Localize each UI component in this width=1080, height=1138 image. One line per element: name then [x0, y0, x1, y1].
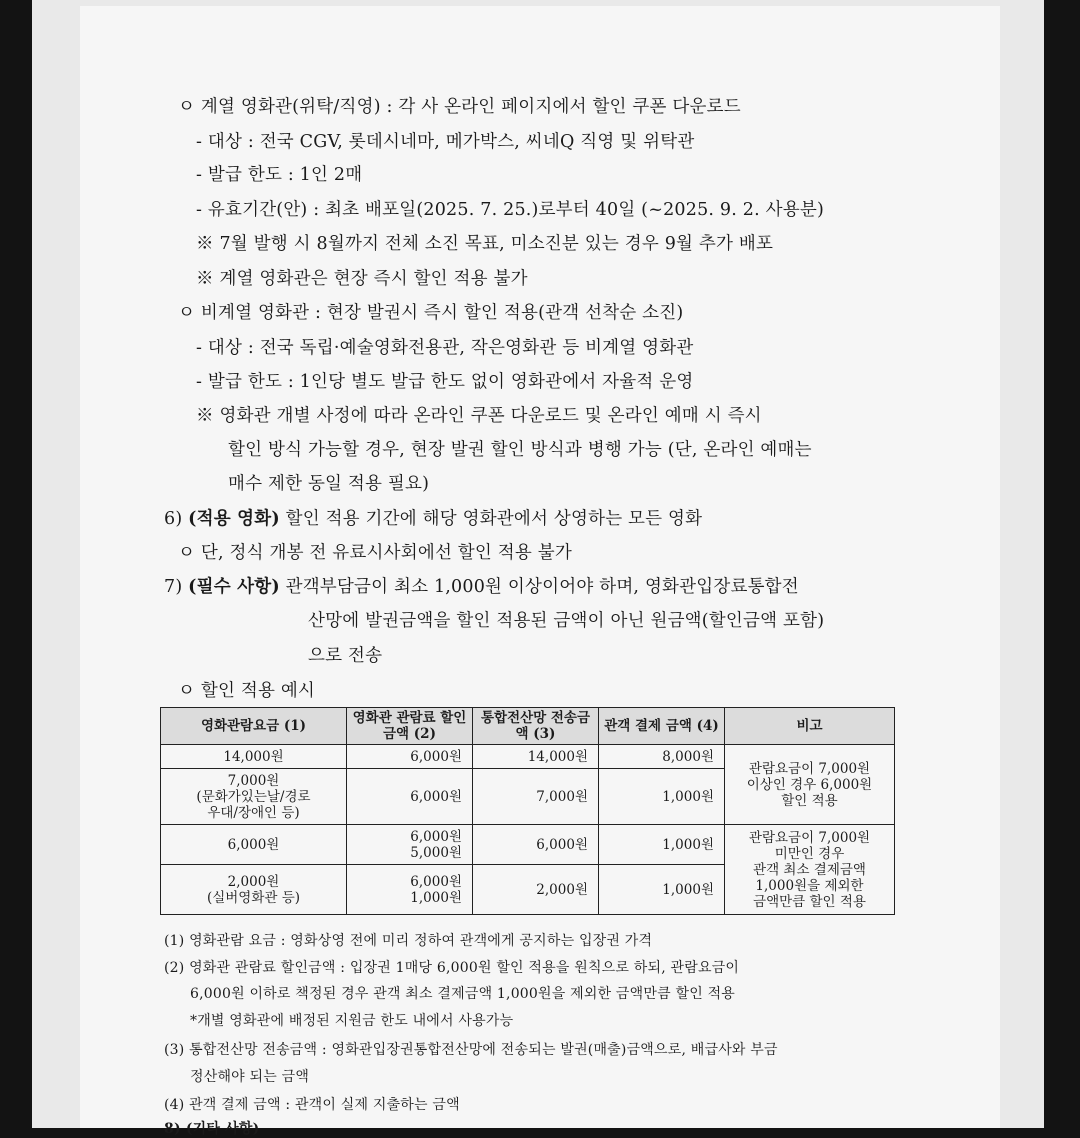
footnote: (2) 영화관 관람료 할인금액 : 입장권 1매당 6,000원 할인 적용을 원칙으로 하되, 관람요금이: [164, 960, 740, 976]
note-line: 금액만큼 할인 적용: [753, 893, 866, 910]
footnote: (4) 관객 결제 금액 : 관객이 실제 지출하는 금액: [164, 1097, 460, 1113]
section-title: (적용 영화): [188, 509, 280, 529]
section-number: 6): [164, 509, 183, 529]
note-line: 할인 적용: [781, 792, 838, 809]
table-cell: 14,000원: [473, 745, 599, 769]
note-line: 이상인 경우 6,000원: [746, 776, 873, 793]
cell-line: 5,000원: [410, 844, 462, 861]
note-line: 관람요금이 7,000원: [748, 829, 871, 846]
cell-line: 6,000원: [410, 828, 462, 845]
text-line: ※ 영화관 개별 사정에 따라 온라인 쿠폰 다운로드 및 온라인 예매 시 즉시: [196, 406, 762, 426]
table-cell: [347, 825, 473, 865]
text-line: ㅇ 할인 적용 예시: [178, 681, 316, 701]
text-line: 할인 방식 가능할 경우, 현장 발권 할인 방식과 병행 가능 (단, 온라인 예매는: [228, 440, 812, 460]
cell-line: (실버영화관 등): [206, 889, 301, 906]
note-line: 1,000원을 제외한: [755, 877, 864, 894]
table-row: [161, 745, 895, 769]
table-cell: 8,000원: [599, 745, 725, 769]
table-cell: 1,000원: [599, 865, 725, 915]
table-row: [161, 825, 895, 865]
section-6-heading: [164, 508, 702, 530]
table-cell: [161, 769, 347, 825]
table-cell: 7,000원: [473, 769, 599, 825]
text-line: 산망에 발권금액을 할인 적용된 금액이 아닌 원금액(할인금액 포함): [308, 611, 825, 631]
footnote: *개별 영화관에 배정된 지원금 한도 내에서 사용가능: [190, 1013, 514, 1029]
text-line: - 발급 한도 : 1인당 별도 발급 한도 없이 영화관에서 자율적 운영: [196, 372, 694, 392]
section-text: 관객부담금이 최소 1,000원 이상이어야 하며, 영화관입장료통합전: [285, 577, 799, 597]
col-header: 영화관 관람료 할인금액 (2): [347, 708, 473, 745]
discount-example-table: [160, 707, 895, 915]
cell-line: 우대/장애인 등): [207, 804, 300, 821]
table-cell: 2,000원: [473, 865, 599, 915]
text-line: - 유효기간(안) : 최초 배포일(2025. 7. 25.)로부터 40일 (~2025. 9. 2. 사용분): [196, 200, 824, 220]
section-7-heading: [164, 576, 799, 598]
cell-line: 7,000원: [227, 772, 280, 789]
text-line: ※ 계열 영화관은 현장 즉시 할인 적용 불가: [196, 269, 528, 289]
text-line: - 대상 : 전국 CGV, 롯데시네마, 메가박스, 씨네Q 직영 및 위탁관: [196, 132, 695, 152]
note-line: 관객 최소 결제금액: [753, 861, 866, 878]
col-header: 관객 결제 금액 (4): [599, 708, 725, 745]
col-header: 영화관람요금 (1): [161, 708, 347, 745]
text-line: ㅇ 비계열 영화관 : 현장 발권시 즉시 할인 적용(관객 선착순 소진): [178, 303, 684, 323]
footnote: 정산해야 되는 금액: [190, 1069, 310, 1085]
section-text: 할인 적용 기간에 해당 영화관에서 상영하는 모든 영화: [285, 509, 703, 529]
col-header: 비고: [725, 708, 895, 745]
text-line: ※ 7월 발행 시 8월까지 전체 소진 목표, 미소진분 있는 경우 9월 추가 배포: [196, 234, 774, 254]
note-line: 관람요금이 7,000원: [748, 760, 871, 777]
cell-line: 2,000원: [227, 873, 280, 890]
table-cell: [347, 865, 473, 915]
text-line: - 대상 : 전국 독립·예술영화전용관, 작은영화관 등 비계열 영화관: [196, 338, 694, 358]
text-line: ㅇ 계열 영화관(위탁/직영) : 각 사 온라인 페이지에서 할인 쿠폰 다운로드: [178, 97, 741, 117]
text-line: ㅇ 단, 정식 개봉 전 유료시사회에선 할인 적용 불가: [178, 543, 572, 563]
table-cell: 6,000원: [473, 825, 599, 865]
col-header: 통합전산망 전송금액 (3): [473, 708, 599, 745]
footnote: (1) 영화관람 요금 : 영화상영 전에 미리 정하여 관객에게 공지하는 입장권 가격: [164, 933, 653, 949]
table-note-cell: [725, 745, 895, 825]
footnote: (3) 통합전산망 전송금액 : 영화관입장권통합전산망에 전송되는 발권(매출)금액으로, 배급사와 부금: [164, 1042, 778, 1058]
text-line: - 발급 한도 : 1인 2매: [196, 165, 363, 185]
table-cell: 6,000원: [161, 825, 347, 865]
note-line: 미만인 경우: [774, 845, 845, 862]
cell-line: 1,000원: [410, 889, 462, 906]
section-number: 7): [164, 577, 183, 597]
text-line: 매수 제한 동일 적용 필요): [228, 474, 430, 494]
table-cell: [161, 865, 347, 915]
table-cell: 6,000원: [347, 769, 473, 825]
section-title: (필수 사항): [188, 577, 280, 597]
text-line: 으로 전송: [308, 646, 383, 666]
table-cell: 6,000원: [347, 745, 473, 769]
table-cell: 1,000원: [599, 825, 725, 865]
cell-line: 6,000원: [410, 873, 462, 890]
section-8-heading-partial: 8) (기타 사항): [164, 1121, 260, 1137]
cell-line: (문화가있는날/경로: [196, 788, 311, 805]
table-cell: 14,000원: [161, 745, 347, 769]
footnote: 6,000원 이하로 책정된 경우 관객 최소 결제금액 1,000원을 제외한 금액만큼 할인 적용: [190, 986, 736, 1002]
table-header-row: [161, 708, 895, 745]
table-note-cell: [725, 825, 895, 915]
table-cell: 1,000원: [599, 769, 725, 825]
